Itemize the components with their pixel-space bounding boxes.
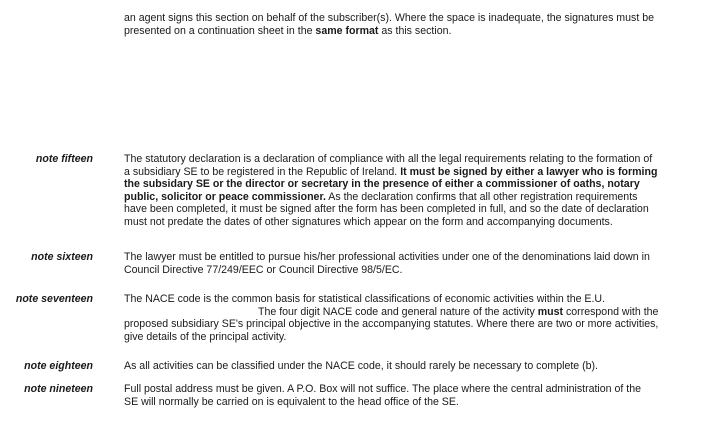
- note-fifteen-line-2-bold: It must be signed by either a lawyer who is forming: [400, 165, 658, 178]
- note-seventeen-line-1: The NACE code is the common basis for statistical classifications of economic activities within the E.U.: [124, 293, 606, 305]
- note-seventeen-line-2-bold: must: [537, 305, 564, 318]
- note-seventeen-line-4: give details of the principal activity.: [124, 330, 287, 343]
- note-nineteen-line-1: Full postal address must be given. A P.O. Box will not suffice. The place where the central administration of the: [124, 383, 642, 395]
- note-nineteen-text: [124, 383, 715, 408]
- note-fifteen-line-2: [124, 166, 715, 179]
- note-seventeen-line-3: proposed subsidiary SE's principal objective in the accompanying statutes. Where there are two or more activities,: [124, 318, 659, 331]
- note-fifteen-line-2-text: a subsidiary SE to be registered in the Republic of Ireland.: [124, 165, 401, 178]
- intro-paragraph: [124, 12, 715, 37]
- note-sixteen-line-1: The lawyer must be entitled to pursue his/her professional activities under one of the denominations laid down in: [124, 251, 650, 263]
- note-fifteen-text: [124, 153, 715, 229]
- note-seventeen-line-2: [124, 306, 715, 319]
- note-seventeen-line-2-end: correspond with the: [563, 305, 659, 318]
- note-seventeen-text: [124, 293, 715, 343]
- note-fifteen-line-4: [124, 191, 715, 204]
- intro-line-2-text: presented on a continuation sheet in the: [124, 24, 316, 37]
- note-nineteen-label: note nineteen: [24, 383, 93, 395]
- note-fifteen-line-6: must not predate the dates of other signatures which appear on the form and accompanying documents.: [124, 215, 613, 228]
- note-fifteen-line-5: have been completed, it must be signed after the form has been completed in full, and so the date of declaration: [124, 203, 649, 216]
- intro-line-2: [124, 25, 715, 38]
- note-fifteen-label: note fifteen: [35, 153, 93, 165]
- note-sixteen-text: [124, 251, 715, 276]
- intro-line-1: an agent signs this section on behalf of the subscriber(s). Where the space is inadequate, the signatures must be: [124, 12, 654, 24]
- note-sixteen-label: note sixteen: [31, 251, 93, 263]
- note-seventeen-label: note seventeen: [15, 293, 93, 305]
- note-fifteen-line-4-text: As the declaration confirms that all other registration requirements: [325, 190, 638, 203]
- note-seventeen-line-2-text: The four digit NACE code and general nature of the activity: [258, 305, 538, 318]
- note-fifteen-line-4-bold: public, solicitor or peace commissioner.: [124, 190, 326, 203]
- note-fifteen-line-1: The statutory declaration is a declaration of compliance with all the legal requirements relating to the formation of: [124, 153, 653, 165]
- note-eighteen-text: [124, 360, 715, 373]
- intro-line-2-end: as this section.: [378, 24, 452, 37]
- note-nineteen-line-2: SE will normally be carried on is equivalent to the head office of the SE.: [124, 395, 459, 408]
- intro-line-2-bold: same format: [315, 24, 379, 37]
- note-eighteen-label: note eighteen: [24, 360, 93, 372]
- note-fifteen-line-3-bold: the subsidary SE or the director or secretary in the presence of either a commissioner of oaths, notary: [124, 178, 640, 191]
- note-eighteen-line-1: As all activities can be classified under the NACE code, it should rarely be necessary to complete (b).: [124, 360, 599, 372]
- note-fifteen-line-3: [124, 178, 715, 191]
- note-sixteen-line-2: Council Directive 77/249/EEC or Council Directive 98/5/EC.: [124, 263, 403, 276]
